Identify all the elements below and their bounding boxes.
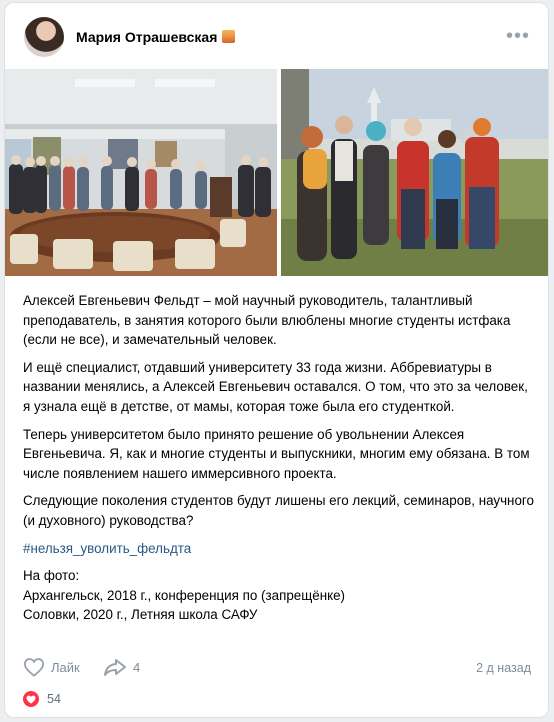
post-paragraph-4: Следующие поколения студентов будут лишены его лекций, семинаров, научного (и духовного) руководства? xyxy=(23,493,534,528)
like-label: Лайк xyxy=(51,659,80,675)
caption-line-2: Соловки, 2020 г., Летняя школа САФУ xyxy=(23,607,258,623)
reactions-summary[interactable] xyxy=(23,691,61,707)
post-text xyxy=(23,291,535,625)
post-card xyxy=(4,2,549,718)
post-paragraph-3: Теперь университетом было принято решение об увольнении Алексея Евгеньевича. Я, как и многие студенты и выпускники, многим ему обязана. В том числе появлением нашего иммерсивного проекта. xyxy=(23,426,530,481)
reactions-count: 54 xyxy=(47,692,61,706)
sunset-emoji-icon xyxy=(222,30,235,43)
photo-conference[interactable] xyxy=(5,69,277,276)
share-button[interactable] xyxy=(103,653,140,681)
post-header xyxy=(5,3,548,69)
caption-line-1: Архангельск, 2018 г., конференция по (запрещёнке) xyxy=(23,587,346,603)
post-time[interactable]: 2 д назад xyxy=(476,661,531,675)
hashtag-link[interactable]: #нельзя_уволить_фельдта xyxy=(23,540,192,556)
heart-outline-icon xyxy=(23,657,45,677)
post-actions xyxy=(5,653,548,683)
author-name[interactable]: Мария Отрашевская xyxy=(76,29,218,45)
post-paragraph-2: И ещё специалист, отдавший университету 33 года жизни. Аббревиатуры в названии менялись, а Алексей Евгеньевич оставался. О том, что это за человек, я узнала ещё в детстве, от мамы, которая тоже была его студенткой. xyxy=(23,359,528,414)
avatar[interactable] xyxy=(24,17,64,57)
caption-title: На фото: xyxy=(23,568,80,584)
photo-gallery xyxy=(5,69,548,276)
photo-solovki[interactable] xyxy=(281,69,549,276)
share-arrow-icon xyxy=(103,657,127,677)
like-button[interactable] xyxy=(23,653,80,681)
author-name-row[interactable] xyxy=(76,29,235,45)
post-paragraph-1: Алексей Евгеньевич Фельдт – мой научный руководитель, талантливый преподаватель, в занятия которого были влюблены многие студенты истфака (если не все), и замечательный человек. xyxy=(23,293,511,348)
share-count: 4 xyxy=(133,659,141,675)
more-dots-icon[interactable]: ••• xyxy=(505,25,530,47)
heart-filled-icon xyxy=(23,691,39,707)
